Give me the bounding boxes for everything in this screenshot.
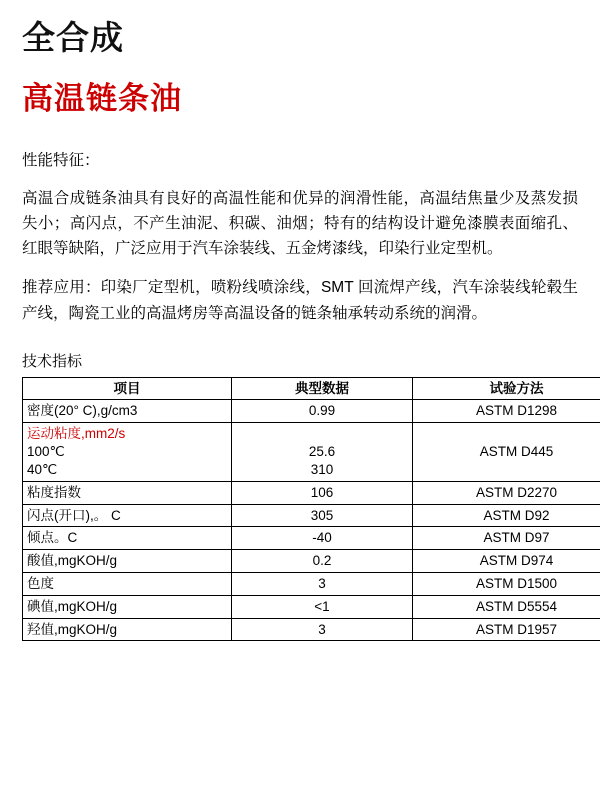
table-row bbox=[23, 550, 600, 573]
cell-value: 3 bbox=[232, 618, 413, 641]
cell-value: <1 bbox=[232, 595, 413, 618]
cell-item: 色度 bbox=[23, 572, 232, 595]
cell-value: 3 bbox=[232, 572, 413, 595]
table-row bbox=[23, 572, 600, 595]
features-label: 性能特征： bbox=[22, 152, 100, 170]
cell-value: 305 bbox=[232, 504, 413, 527]
features-paragraph: 高温合成链条油具有良好的高温性能和优异的润滑性能，高温结焦量少及蒸发损失小；高闪点，不产生油泥、积碳、油烟；特有的结构设计避免漆膜表面缩孔、红眼等缺陷，广泛应用于汽车涂装线、五金烤漆线，印染行业定型机。 bbox=[22, 190, 578, 258]
cell-value: 0.2 bbox=[232, 550, 413, 573]
cell-method: ASTM D974 bbox=[413, 550, 600, 573]
page-title: 全合成 bbox=[22, 19, 124, 56]
cell-value-line2: 25.6 bbox=[308, 444, 336, 460]
cell-method: ASTM D1957 bbox=[413, 618, 600, 641]
cell-value: 0.99 bbox=[232, 400, 413, 423]
cell-item: 倾点。C bbox=[23, 527, 232, 550]
cell-item bbox=[23, 423, 232, 481]
cell-value: 106 bbox=[232, 481, 413, 504]
table-header-row bbox=[23, 377, 600, 400]
spec-table-label: 技术指标 bbox=[22, 352, 83, 370]
table-row bbox=[23, 618, 600, 641]
cell-item: 酸值,mgKOH/g bbox=[23, 550, 232, 573]
cell-method: ASTM D5554 bbox=[413, 595, 600, 618]
applications-paragraph: 推荐应用：印染厂定型机，喷粉线喷涂线，SMT 回流焊产线，汽车涂装线轮毂生产线，陶瓷工业的高温烤房等高温设备的链条轴承转动系统的润滑。 bbox=[22, 279, 578, 322]
cell-item-line2: 100℃ bbox=[27, 444, 65, 460]
cell-item-line1: 运动粘度,mm2/s bbox=[27, 426, 126, 442]
cell-method: ASTM D97 bbox=[413, 527, 600, 550]
table-row bbox=[23, 595, 600, 618]
table-row bbox=[23, 423, 600, 481]
cell-method: ASTM D1298 bbox=[413, 400, 600, 423]
column-header-method: 试验方法 bbox=[413, 377, 600, 400]
cell-item: 密度(20° C),g/cm3 bbox=[23, 400, 232, 423]
table-row bbox=[23, 527, 600, 550]
cell-value bbox=[232, 423, 413, 481]
cell-method: ASTM D1500 bbox=[413, 572, 600, 595]
spec-table bbox=[22, 377, 600, 642]
cell-value-line1 bbox=[236, 425, 408, 443]
table-row bbox=[23, 400, 600, 423]
cell-method: ASTM D92 bbox=[413, 504, 600, 527]
page-subtitle: 高温链条油 bbox=[22, 81, 182, 117]
cell-item: 闪点(开口),。 C bbox=[23, 504, 232, 527]
cell-value-line3: 310 bbox=[310, 461, 334, 477]
cell-item: 粘度指数 bbox=[23, 481, 232, 504]
cell-item: 碘值,mgKOH/g bbox=[23, 595, 232, 618]
table-row bbox=[23, 504, 600, 527]
table-row bbox=[23, 481, 600, 504]
column-header-value: 典型数据 bbox=[232, 377, 413, 400]
cell-method: ASTM D2270 bbox=[413, 481, 600, 504]
cell-method: ASTM D445 bbox=[413, 423, 600, 481]
cell-item: 羟值,mgKOH/g bbox=[23, 618, 232, 641]
column-header-item: 项目 bbox=[23, 377, 232, 400]
cell-item-line3: 40℃ bbox=[27, 461, 58, 477]
cell-value: -40 bbox=[232, 527, 413, 550]
